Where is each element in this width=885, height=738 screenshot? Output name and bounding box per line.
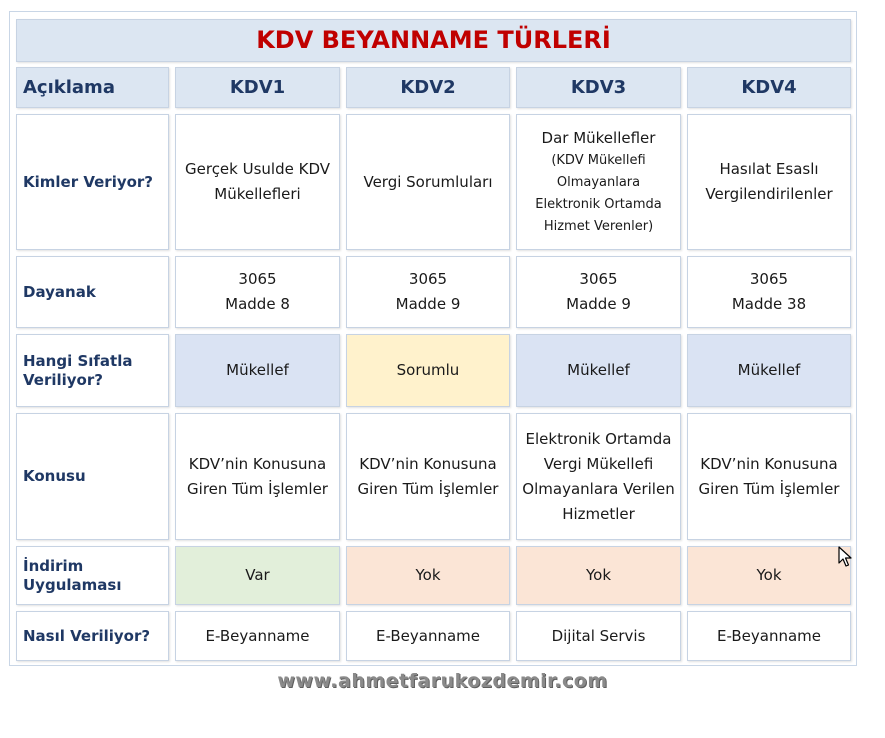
cell-konusu-kdv4: KDV’nin Konusuna Giren Tüm İşlemler [687, 413, 851, 540]
cell-konusu-kdv3: Elektronik Ortamda Vergi Mükellefi Olmayanlara Verilen Hizmetler [516, 413, 681, 540]
cell-nasil-kdv3: Dijital Servis [516, 611, 681, 661]
cell-kimler-kdv1: Gerçek Usulde KDV Mükellefleri [175, 114, 340, 250]
row-label-sifat: Hangi Sıfatla Veriliyor? [16, 334, 169, 407]
cell-dayanak-kdv3: 3065 Madde 9 [516, 256, 681, 328]
cell-dayanak-kdv2: 3065 Madde 9 [346, 256, 510, 328]
row-label-dayanak: Dayanak [16, 256, 169, 328]
page-title: KDV BEYANNAME TÜRLERİ [16, 19, 851, 62]
row-label-kimler: Kimler Veriyor? [16, 114, 169, 250]
column-header-aciklama: Açıklama [16, 67, 169, 108]
cell-sifat-kdv1: Mükellef [175, 334, 340, 407]
column-header-kdv4: KDV4 [687, 67, 851, 108]
cell-kimler-kdv3: Dar Mükellefler (KDV Mükellefi Olmayanlara Elektronik Ortamda Hizmet Verenler) [516, 114, 681, 250]
cell-indirim-kdv1: Var [175, 546, 340, 605]
cell-nasil-kdv1: E-Beyanname [175, 611, 340, 661]
cell-nasil-kdv4: E-Beyanname [687, 611, 851, 661]
cell-sifat-kdv3: Mükellef [516, 334, 681, 407]
cell-sifat-kdv2: Sorumlu [346, 334, 510, 407]
cell-kimler-kdv2: Vergi Sorumluları [346, 114, 510, 250]
row-label-nasil: Nasıl Veriliyor? [16, 611, 169, 661]
row-label-indirim: İndirim Uygulaması [16, 546, 169, 605]
row-label-konusu: Konusu [16, 413, 169, 540]
cell-indirim-kdv4: Yok [687, 546, 851, 605]
cell-indirim-kdv3: Yok [516, 546, 681, 605]
cell-dayanak-kdv1: 3065 Madde 8 [175, 256, 340, 328]
cell-nasil-kdv2: E-Beyanname [346, 611, 510, 661]
cell-sifat-kdv4: Mükellef [687, 334, 851, 407]
column-header-kdv3: KDV3 [516, 67, 681, 108]
cell-indirim-kdv2: Yok [346, 546, 510, 605]
column-header-kdv1: KDV1 [175, 67, 340, 108]
column-header-kdv2: KDV2 [346, 67, 510, 108]
cell-konusu-kdv2: KDV’nin Konusuna Giren Tüm İşlemler [346, 413, 510, 540]
cell-kimler-kdv4: Hasılat Esaslı Vergilendirilenler [687, 114, 851, 250]
footer-website[interactable]: www.ahmetfarukozdemir.com [277, 670, 608, 692]
mouse-pointer-icon [838, 546, 854, 568]
cell-dayanak-kdv4: 3065 Madde 38 [687, 256, 851, 328]
cell-konusu-kdv1: KDV’nin Konusuna Giren Tüm İşlemler [175, 413, 340, 540]
